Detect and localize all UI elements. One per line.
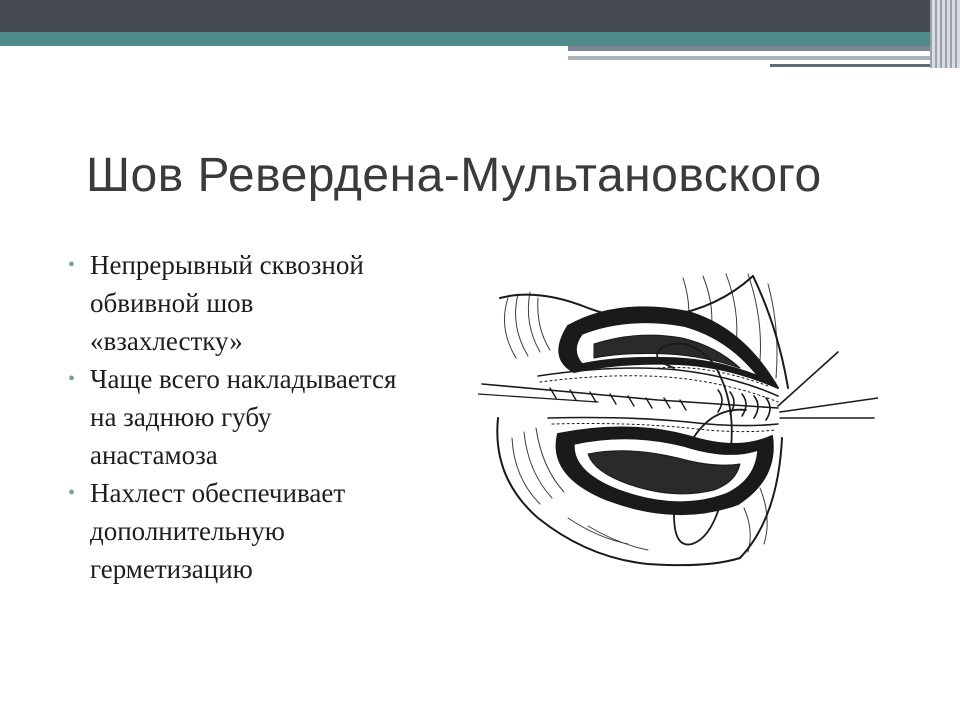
bullet-text: Чаще всего накладывается на заднюю губу анастамоза — [90, 364, 397, 470]
header-corner-stripes — [930, 0, 960, 68]
header-teal-band — [0, 32, 960, 46]
bullet-text: Непрерывный сквозной обвивной шов «взахлестку» — [90, 250, 364, 356]
bullet-item — [68, 474, 398, 588]
bullet-marker: • — [68, 482, 76, 504]
bullet-marker: • — [68, 368, 76, 390]
header-dark-band — [0, 0, 960, 32]
header-accent-line — [568, 46, 960, 51]
bullet-item — [68, 246, 398, 360]
bullet-list — [68, 246, 398, 588]
bullet-marker: • — [68, 254, 76, 276]
slide-title: Шов Ревердена-Мультановского — [86, 149, 822, 202]
bullet-text: Нахлест обеспечивает дополнительную герметизацию — [90, 478, 346, 584]
suture-illustration — [478, 268, 878, 578]
bullet-item — [68, 360, 398, 474]
header-accent-line — [568, 56, 960, 60]
